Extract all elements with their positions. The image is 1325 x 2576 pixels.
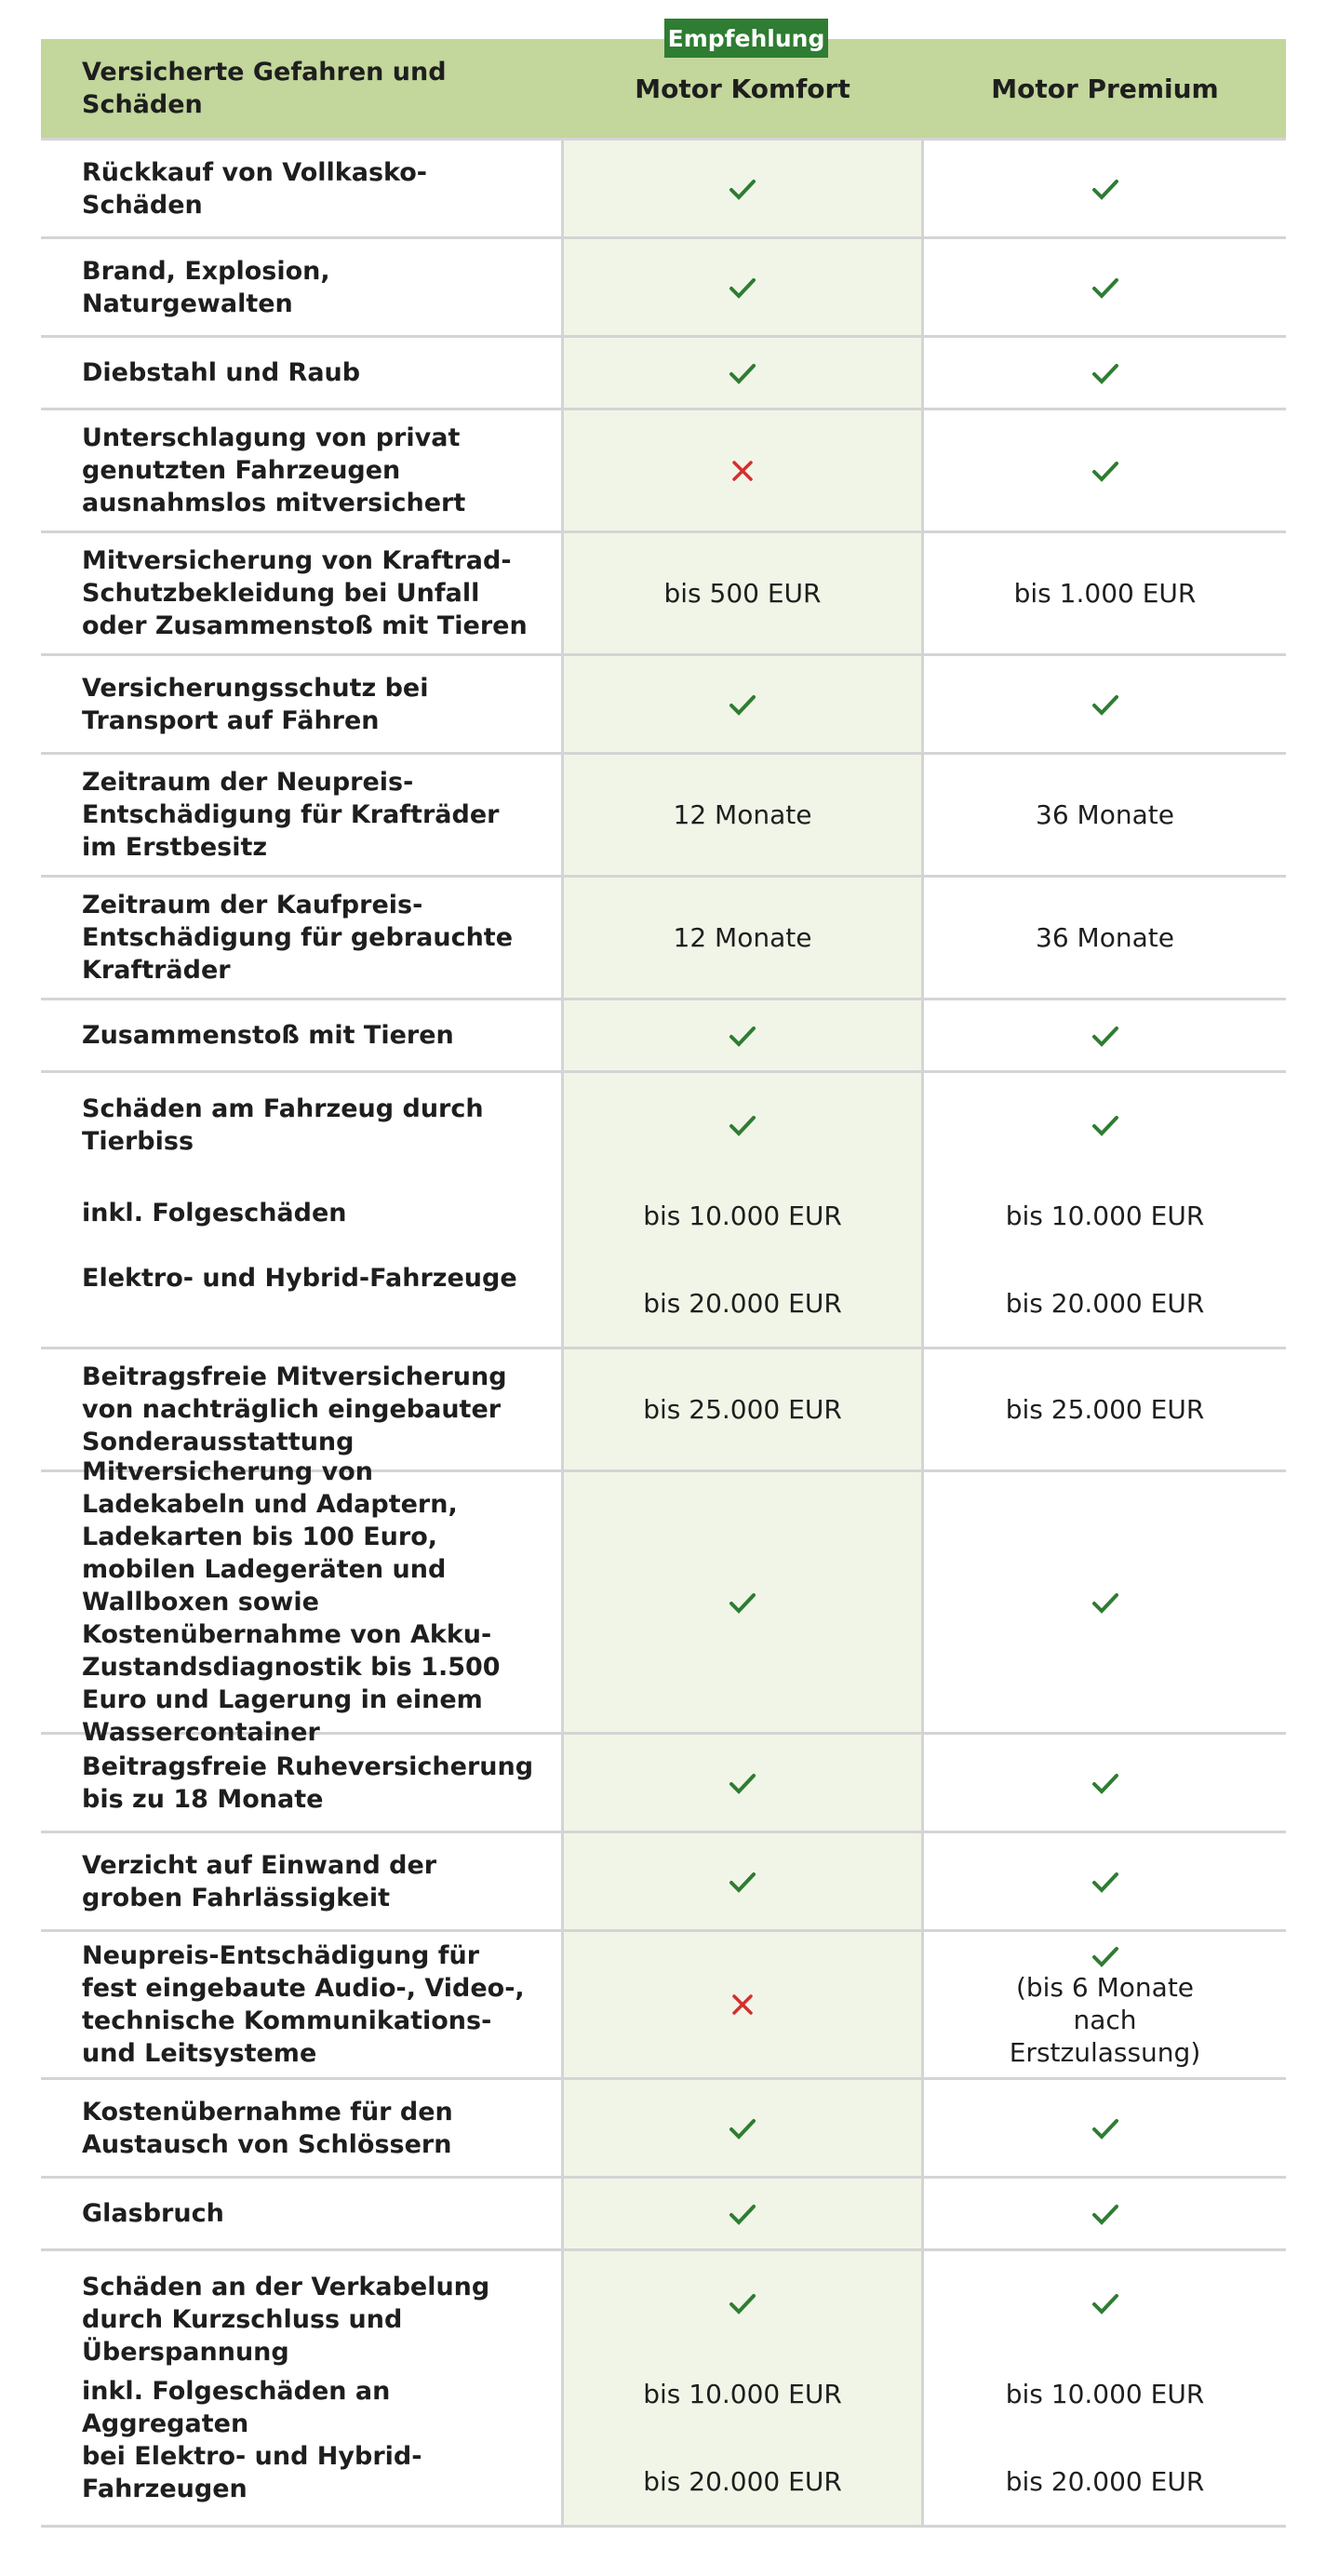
premium-cell (924, 410, 1286, 530)
komfort-cell (561, 1472, 924, 1732)
premium-check-icon (1091, 2199, 1120, 2229)
row-label: Mitversicherung von Ladekabeln und Adaptern, Ladekarten bis 100 Euro, mobilen Ladegeräten und Wallboxen sowie Kostenübernahme von Akku-Zustandsdiagnostik bis 1.500 Euro und Lagerung in einem Wassercontainer (82, 1457, 501, 1747)
table-row (41, 1073, 1286, 1349)
komfort-cell (561, 533, 924, 653)
premium-value: bis 10.000 EUR (1005, 2378, 1205, 2409)
komfort-line (564, 1108, 921, 1142)
header-motor-komfort: Motor Komfort (635, 73, 850, 104)
premium-line (924, 2464, 1286, 2498)
komfort-cell (561, 1000, 924, 1070)
komfort-cell (561, 878, 924, 998)
premium-check-icon (1091, 690, 1120, 719)
premium-check-icon (1091, 1867, 1120, 1897)
coverage-cell (41, 141, 561, 236)
komfort-cell (561, 410, 924, 530)
row-label: Beitragsfreie Ruheversicherung bis zu 18 Monate (82, 1751, 534, 1814)
row-label: Beitragsfreie Mitversicherung von nachträglich eingebauter Sonderausstattung (82, 1362, 507, 1456)
premium-line (924, 2287, 1286, 2320)
row-label: bei Elektro- und Hybrid-Fahrzeugen (82, 2442, 422, 2503)
table-row (41, 533, 1286, 656)
row-label: Brand, Explosion, Naturgewalten (82, 256, 330, 318)
komfort-cell (561, 656, 924, 752)
premium-value: bis 1.000 EUR (1013, 578, 1197, 609)
premium-check-icon (1091, 1588, 1120, 1617)
komfort-value: 12 Monate (673, 799, 812, 830)
row-label: Zusammenstoß mit Tieren (82, 1021, 454, 1050)
row-label: Elektro- und Hybrid-Fahrzeuge (82, 1264, 517, 1293)
row-label: Zeitraum der Kaufpreis-Entschädigung für gebrauchte Krafträder (82, 891, 514, 985)
coverage-cell (41, 1932, 561, 2077)
table-row (41, 2179, 1286, 2251)
premium-cell (924, 141, 1286, 236)
premium-check-icon (1091, 1021, 1120, 1051)
premium-value: bis 20.000 EUR (1005, 2465, 1205, 2497)
premium-cell (924, 533, 1286, 653)
table-row (41, 1833, 1286, 1932)
row-label: inkl. Folgeschäden an Aggregaten (82, 2377, 391, 2438)
table-row (41, 338, 1286, 410)
komfort-check-icon (728, 1768, 757, 1798)
coverage-cell (41, 1735, 561, 1831)
premium-cell (924, 338, 1286, 408)
premium-check-icon (1091, 174, 1120, 204)
table-row (41, 1457, 1286, 1747)
komfort-value: bis 20.000 EUR (643, 1287, 842, 1319)
premium-check-icon (1091, 2113, 1120, 2143)
premium-cell (924, 1735, 1286, 1831)
premium-cell (924, 1073, 1286, 1347)
komfort-value: bis 10.000 EUR (643, 2378, 842, 2409)
komfort-check-icon (728, 358, 757, 388)
table-body (41, 141, 1286, 2528)
row-label: Schäden an der Verkabelung durch Kurzschluss und Überspannung (82, 2273, 490, 2367)
row-label: Neupreis-Entschädigung für fest eingebaute Audio-, Video-, technische Kommunikations- und Leitsysteme (82, 1941, 525, 2068)
premium-cell (924, 755, 1286, 875)
row-label: Kostenübernahme für den Austausch von Schlössern (82, 2097, 453, 2159)
row-label-line (82, 1262, 542, 1295)
komfort-cell (561, 2251, 924, 2525)
coverage-cell (41, 410, 561, 530)
row-label: Versicherungsschutz bei Transport auf Fähren (82, 673, 429, 735)
row-label-line (82, 1093, 542, 1158)
row-label: Rückkauf von Vollkasko-Schäden (82, 157, 427, 220)
komfort-line (564, 2464, 921, 2498)
coverage-cell (41, 1073, 561, 1347)
row-label: Zeitraum der Neupreis-Entschädigung für Krafträder im Erstbesitz (82, 768, 500, 862)
coverage-cell (41, 878, 561, 998)
row-label: inkl. Folgeschäden (82, 1199, 347, 1228)
premium-value: bis 20.000 EUR (1005, 1287, 1205, 1319)
coverage-cell (41, 338, 561, 408)
premium-value: bis 25.000 EUR (1005, 1394, 1205, 1425)
coverage-cell (41, 2179, 561, 2248)
komfort-check-icon (728, 273, 757, 302)
komfort-cross-icon (728, 456, 757, 486)
komfort-cell (561, 2179, 924, 2248)
coverage-cell (41, 1457, 561, 1747)
komfort-cell (561, 2080, 924, 2176)
premium-cell (924, 1349, 1286, 1469)
header-coverage-label: Versicherte Gefahren und Schäden (82, 58, 447, 119)
premium-value: 36 Monate (1036, 799, 1174, 830)
coverage-cell (41, 656, 561, 752)
komfort-cell (561, 239, 924, 335)
row-label: Mitversicherung von Kraftrad-Schutzbekleidung bei Unfall oder Zusammenstoß mit Tieren (82, 546, 528, 640)
premium-line (924, 1108, 1286, 1142)
table-row (41, 239, 1286, 338)
komfort-check-icon (728, 174, 757, 204)
coverage-cell (41, 239, 561, 335)
row-label: Diebstahl und Raub (82, 358, 361, 387)
komfort-check-icon (728, 1021, 757, 1051)
premium-cell (924, 2251, 1286, 2525)
premium-cell (924, 2080, 1286, 2176)
row-label: Verzicht auf Einwand der groben Fahrlässigkeit (82, 1850, 437, 1912)
komfort-line (564, 2287, 921, 2320)
coverage-cell (41, 755, 561, 875)
komfort-check-icon (728, 690, 757, 719)
table-row (41, 410, 1286, 533)
komfort-cell (561, 755, 924, 875)
premium-check-icon (1091, 1110, 1120, 1140)
komfort-check-icon (728, 2288, 757, 2318)
row-label-line (82, 2271, 542, 2368)
komfort-value: bis 500 EUR (663, 578, 822, 609)
header-motor-premium: Motor Premium (991, 73, 1219, 104)
premium-check-icon (1091, 1768, 1120, 1798)
komfort-cell (561, 1932, 924, 2077)
table-row (41, 755, 1286, 878)
table-row (41, 1735, 1286, 1833)
table-row (41, 141, 1286, 239)
row-label: Schäden am Fahrzeug durch Tierbiss (82, 1094, 484, 1156)
komfort-cell (561, 338, 924, 408)
premium-check-icon (1091, 273, 1120, 302)
komfort-check-icon (728, 1867, 757, 1897)
coverage-cell (41, 1833, 561, 1929)
row-label: Unterschlagung von privat genutzten Fahrzeugen ausnahmslos mitversichert (82, 423, 466, 517)
premium-note: (bis 6 Monate nach Erstzulassung) (1009, 1971, 1201, 2068)
coverage-cell (41, 2080, 561, 2176)
premium-value: 36 Monate (1036, 922, 1174, 953)
komfort-check-icon (728, 1110, 757, 1140)
table-row (41, 1349, 1286, 1472)
komfort-cell (561, 141, 924, 236)
table-header (41, 39, 1286, 141)
coverage-cell (41, 2251, 561, 2525)
komfort-check-icon (728, 2199, 757, 2229)
row-label-line (82, 2375, 542, 2440)
premium-line (924, 2377, 1286, 2410)
row-label-line (82, 2440, 542, 2505)
row-label: Glasbruch (82, 2199, 224, 2228)
premium-cell (924, 239, 1286, 335)
premium-cell (924, 1833, 1286, 1929)
komfort-value: bis 25.000 EUR (643, 1394, 842, 1425)
premium-cell (924, 2179, 1286, 2248)
premium-cell (924, 1000, 1286, 1070)
recommendation-badge: Empfehlung (664, 19, 828, 58)
komfort-cell (561, 1833, 924, 1929)
komfort-line (564, 1286, 921, 1320)
premium-cell (924, 1472, 1286, 1732)
premium-line (924, 1199, 1286, 1232)
row-label-line (82, 1197, 542, 1229)
komfort-cell (561, 1349, 924, 1469)
coverage-cell (41, 1000, 561, 1070)
table-row (41, 1000, 1286, 1073)
premium-check-icon (1091, 358, 1120, 388)
premium-check-icon (1091, 1941, 1120, 1971)
premium-value: bis 10.000 EUR (1005, 1200, 1205, 1231)
coverage-cell (41, 533, 561, 653)
premium-cell (924, 656, 1286, 752)
komfort-cell (561, 1073, 924, 1347)
premium-check-icon (1091, 456, 1120, 486)
premium-cell (924, 878, 1286, 998)
table-row (41, 1932, 1286, 2080)
komfort-check-icon (728, 2113, 757, 2143)
komfort-line (564, 1199, 921, 1232)
table-row (41, 2080, 1286, 2179)
comparison-table (41, 39, 1286, 2528)
premium-check-icon (1091, 2288, 1120, 2318)
komfort-check-icon (728, 1588, 757, 1617)
komfort-cross-icon (728, 1990, 757, 2019)
table-row (41, 2251, 1286, 2528)
table-row (41, 656, 1286, 755)
coverage-cell (41, 1349, 561, 1469)
table-row (41, 878, 1286, 1000)
premium-line (924, 1286, 1286, 1320)
komfort-value: bis 10.000 EUR (643, 1200, 842, 1231)
komfort-line (564, 2377, 921, 2410)
komfort-value: bis 20.000 EUR (643, 2465, 842, 2497)
komfort-value: 12 Monate (673, 922, 812, 953)
komfort-cell (561, 1735, 924, 1831)
premium-cell (924, 1932, 1286, 2077)
